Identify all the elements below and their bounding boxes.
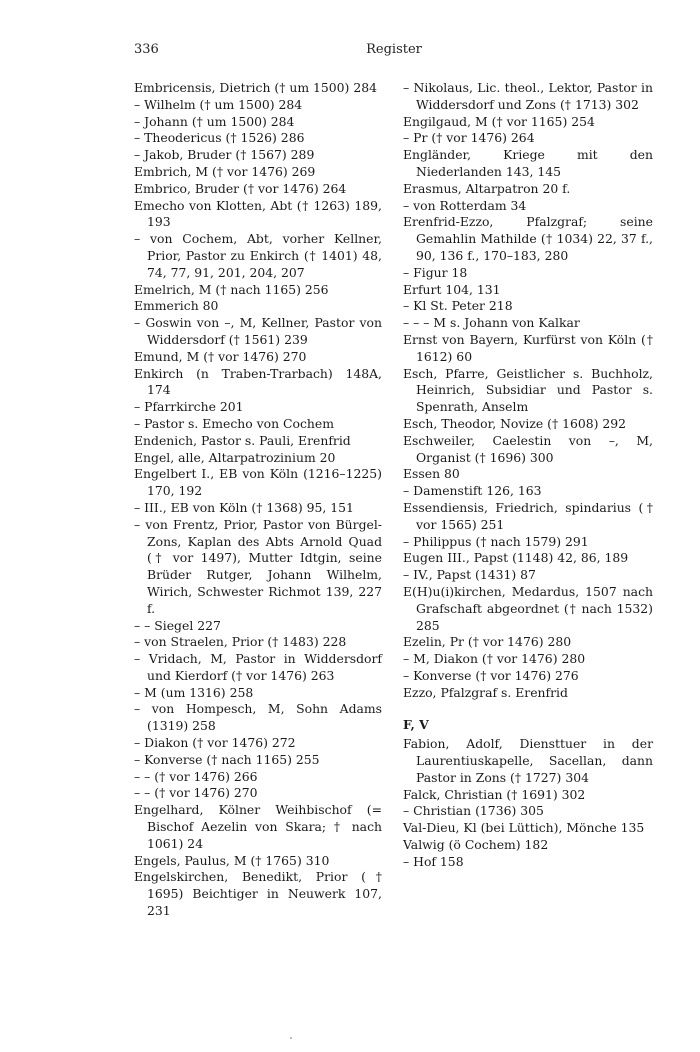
index-entry: Essen 80 xyxy=(403,466,460,482)
index-entry: – von Rotterdam 34 xyxy=(403,197,527,213)
index-entry: – Christian (1736) 305 xyxy=(403,803,544,819)
index-entry: – Figur 18 xyxy=(403,264,468,280)
index-entry: Ezelin, Pr († vor 1476) 280 xyxy=(403,634,572,650)
index-entry: – Pr († vor 1476) 264 xyxy=(403,130,535,146)
index-entry: – M (um 1316) 258 xyxy=(134,684,254,700)
index-entry: Esch, Theodor, Novize († 1608) 292 xyxy=(403,415,627,431)
index-entry: – – († vor 1476) 270 xyxy=(134,785,258,801)
index-entry: Emund, M († vor 1476) 270 xyxy=(134,348,307,364)
index-entry: Engländer, Kriege mit den Niederlanden 143, 145 xyxy=(403,147,653,179)
index-entry: Fabion, Adolf, Diensttuer in der Laurentiuskapelle, Sacellan, dann Pastor in Zons († 1727) 304 xyxy=(403,736,653,785)
index-entry: – IV., Papst (1431) 87 xyxy=(403,567,536,583)
scan-speck xyxy=(290,1037,292,1039)
index-entry: – Goswin von –, M, Kellner, Pastor von Widdersdorf († 1561) 239 xyxy=(134,315,382,347)
index-entry: – M, Diakon († vor 1476) 280 xyxy=(403,651,586,667)
index-entry: Falck, Christian († 1691) 302 xyxy=(403,786,586,802)
index-entry: – Theodericus († 1526) 286 xyxy=(134,130,305,146)
index-entry: Engel, alle, Altarpatrozinium 20 xyxy=(134,449,336,465)
index-entry: E(H)u(i)kirchen, Medardus, 1507 nach Grafschaft abgeordnet († nach 1532) 285 xyxy=(403,583,653,633)
page-header xyxy=(134,42,654,62)
index-entry: – von Frentz, Prior, Pastor von Bürgel-Zons, Kaplan des Abts Arnold Quad († vor 1497), Mutter Idtgin, seine Brüder Rutger, Johann Wilhelm, Wirich, Schwester Richmot 139, 227 f. xyxy=(134,516,382,616)
index-entry: – Damenstift 126, 163 xyxy=(403,483,542,499)
index-entry: Erenfrid-Ezzo, Pfalzgraf; seine Gemahlin Mathilde († 1034) 22, 37 f., 90, 136 f., 170–183, 280 xyxy=(403,214,653,263)
index-entry: – Johann († um 1500) 284 xyxy=(134,113,295,129)
index-entry: – von Straelen, Prior († 1483) 228 xyxy=(134,634,347,650)
index-entry: – Kl St. Peter 218 xyxy=(403,298,513,314)
index-column-right xyxy=(403,80,653,871)
index-entry: Enkirch (n Traben-Trarbach) 148A, 174 xyxy=(134,365,382,398)
index-entry: Ernst von Bayern, Kurfürst von Köln († 1612) 60 xyxy=(403,331,653,364)
index-entry: – Pfarrkirche 201 xyxy=(134,399,244,415)
index-entry: Embricensis, Dietrich († um 1500) 284 xyxy=(134,80,377,95)
index-entry: Eschweiler, Caelestin von –, M, Organist († 1696) 300 xyxy=(403,432,653,465)
index-column-left xyxy=(134,80,382,920)
index-entry: – Jakob, Bruder († 1567) 289 xyxy=(134,147,315,163)
running-title: Register xyxy=(366,42,422,57)
index-entry: Engelbert I., EB von Köln (1216–1225) 170, 192 xyxy=(134,466,382,499)
index-entry: – – – M s. Johann von Kalkar xyxy=(403,315,580,331)
index-entry: – Vridach, M, Pastor in Widdersdorf und Kierdorf († vor 1476) 263 xyxy=(134,651,382,683)
index-entry: Valwig (ö Cochem) 182 xyxy=(403,837,549,853)
index-entry: Val-Dieu, Kl (bei Lüttich), Mönche 135 xyxy=(403,820,645,836)
index-entry: Engelskirchen, Benedikt, Prior († 1695) Beichtiger in Neuwerk 107, 231 xyxy=(134,869,382,919)
index-entry: Esch, Pfarre, Geistlicher s. Buchholz, Heinrich, Subsidiar und Pastor s. Spenrath, Anselm xyxy=(403,365,653,415)
index-entry: – Diakon († vor 1476) 272 xyxy=(134,735,296,751)
index-entry: – Pastor s. Emecho von Cochem xyxy=(134,415,334,431)
index-entry: Embrich, M († vor 1476) 269 xyxy=(134,163,316,179)
section-heading: F, V xyxy=(403,717,429,733)
index-entry: – III., EB von Köln († 1368) 95, 151 xyxy=(134,499,354,515)
index-entry: – Philippus († nach 1579) 291 xyxy=(403,533,589,549)
page-number: 336 xyxy=(134,42,159,57)
index-entry: – – Siegel 227 xyxy=(134,617,221,633)
index-entry: – von Cochem, Abt, vorher Kellner, Prior, Pastor zu Enkirch († 1401) 48, 74, 77, 91, 201, 204, 207 xyxy=(134,231,382,280)
index-entry: Engelhard, Kölner Weihbischof (= Bischof Aezelin von Skara; † nach 1061) 24 xyxy=(134,802,382,851)
index-entry: – – († vor 1476) 266 xyxy=(134,768,258,784)
index-entry: Engels, Paulus, M († 1765) 310 xyxy=(134,852,330,868)
index-entry: Emecho von Klotten, Abt († 1263) 189, 193 xyxy=(134,197,382,230)
index-entry: Endenich, Pastor s. Pauli, Erenfrid xyxy=(134,432,351,448)
index-entry: Engilgaud, M († vor 1165) 254 xyxy=(403,113,595,129)
index-entry: Ezzo, Pfalzgraf s. Erenfrid xyxy=(403,684,568,700)
index-entry: – Konverse († vor 1476) 276 xyxy=(403,667,579,683)
index-entry: Erasmus, Altarpatron 20 f. xyxy=(403,180,571,196)
index-entry: Emmerich 80 xyxy=(134,298,219,314)
index-entry: – von Hompesch, M, Sohn Adams (1319) 258 xyxy=(134,701,382,734)
index-entry: Embrico, Bruder († vor 1476) 264 xyxy=(134,180,347,196)
index-entry: – Konverse († nach 1165) 255 xyxy=(134,751,320,767)
index-entry: Eugen III., Papst (1148) 42, 86, 189 xyxy=(403,550,629,566)
index-entry: – Hof 158 xyxy=(403,853,464,869)
index-entry: Essendiensis, Friedrich, spindarius († vor 1565) 251 xyxy=(403,499,653,532)
index-entry: – Wilhelm († um 1500) 284 xyxy=(134,96,303,112)
index-entry: Emelrich, M († nach 1165) 256 xyxy=(134,281,329,297)
index-entry: – Nikolaus, Lic. theol., Lektor, Pastor in Widdersdorf und Zons († 1713) 302 xyxy=(403,80,653,112)
index-entry: Erfurt 104, 131 xyxy=(403,281,501,297)
